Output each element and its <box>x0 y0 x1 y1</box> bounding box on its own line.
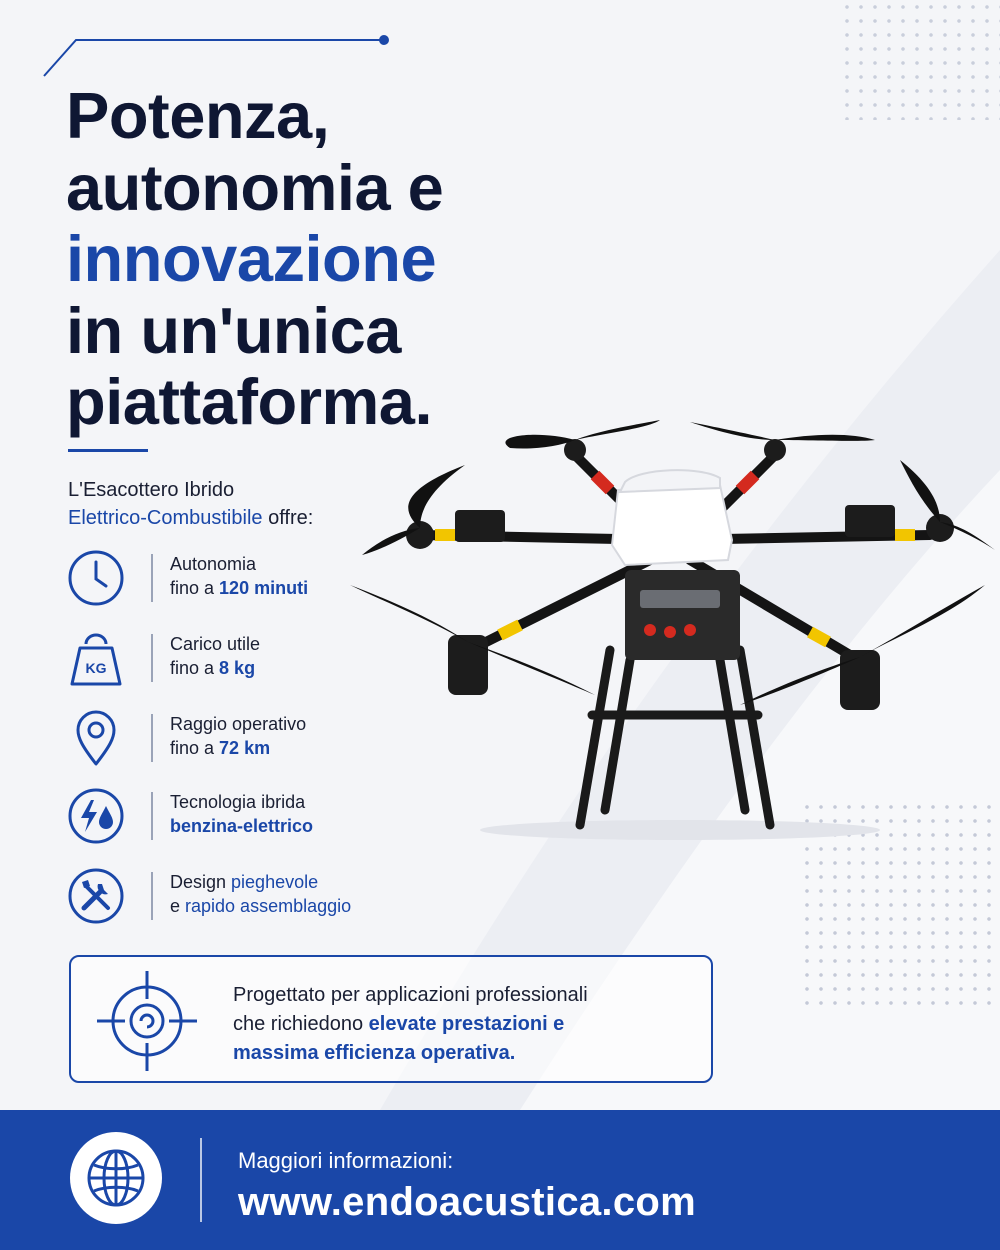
location-pin-icon <box>66 708 126 768</box>
feature-text <box>170 712 306 761</box>
feature-title: Carico utile <box>170 634 261 654</box>
feature-detail <box>170 576 308 600</box>
callout-plain: che richiedono <box>233 1013 369 1035</box>
feature-title: Autonomia <box>170 554 257 574</box>
feature-detail-plain: e <box>170 896 186 917</box>
tools-icon <box>66 866 126 926</box>
intro-line-1: L'Esacottero Ibrido <box>68 479 235 501</box>
feature-detail <box>170 656 260 680</box>
feature-separator <box>151 872 153 920</box>
feature-text <box>170 870 351 919</box>
headline-line: Potenza, <box>66 79 330 152</box>
feature-title-plain: Design <box>170 872 232 892</box>
callout-accent: massima efficienza operativa. <box>233 1042 516 1064</box>
footer-label: Maggiori informazioni: <box>238 1148 454 1173</box>
feature-detail-accent: 8 kg <box>219 658 256 679</box>
globe-badge <box>70 1132 162 1224</box>
headline-line: piattaforma. <box>66 365 433 438</box>
kg-label: KG <box>85 660 107 676</box>
headline <box>66 80 606 438</box>
feature-detail-plain: fino a <box>170 738 220 759</box>
clock-icon <box>66 548 126 608</box>
feature-detail-accent: benzina-elettrico <box>170 816 314 837</box>
feature-separator <box>151 634 153 682</box>
feature-detail <box>170 894 351 918</box>
feature-item-design <box>66 866 446 926</box>
footer-bar <box>0 1110 1000 1250</box>
kg-weight-icon <box>66 628 126 688</box>
target-icon <box>95 969 199 1073</box>
feature-text <box>170 790 313 839</box>
headline-accent-line: innovazione <box>66 222 437 295</box>
callout-text <box>233 981 703 1068</box>
footer-separator <box>200 1138 202 1222</box>
feature-text <box>170 552 308 601</box>
feature-title-accent: pieghevole <box>231 872 319 892</box>
decorative-line <box>40 30 400 80</box>
feature-title <box>170 870 351 894</box>
feature-detail-plain: fino a <box>170 658 220 679</box>
globe-icon <box>86 1148 146 1208</box>
website-link[interactable]: www.endoacustica.com <box>238 1180 696 1224</box>
intro-suffix: offre: <box>262 507 314 529</box>
dot-pattern-top <box>840 0 1000 120</box>
callout-line-1: Progettato per applicazioni professionali <box>233 984 588 1006</box>
headline-line: in un'unica <box>66 293 401 367</box>
callout-line-2 <box>233 1010 703 1039</box>
feature-text <box>170 632 260 681</box>
feature-title: Raggio operativo <box>170 714 307 734</box>
feature-detail <box>170 814 313 838</box>
hexacopter-drone-image <box>340 410 1000 850</box>
feature-separator <box>151 554 153 602</box>
feature-detail-accent: 120 minuti <box>219 578 309 599</box>
callout-line-3 <box>233 1039 703 1068</box>
callout-accent: elevate prestazioni e <box>368 1013 565 1035</box>
hybrid-energy-icon <box>66 786 126 846</box>
feature-title: Tecnologia ibrida <box>170 792 306 812</box>
intro-accent: Elettrico-Combustibile <box>68 507 263 529</box>
headline-divider <box>68 449 148 452</box>
feature-detail-accent: 72 km <box>219 738 271 759</box>
feature-separator <box>151 792 153 840</box>
info-callout <box>69 955 713 1083</box>
feature-detail <box>170 736 306 760</box>
feature-detail-plain: fino a <box>170 578 220 599</box>
headline-line: autonomia e <box>66 150 444 224</box>
feature-separator <box>151 714 153 762</box>
feature-detail-accent: rapido assemblaggio <box>185 896 352 917</box>
